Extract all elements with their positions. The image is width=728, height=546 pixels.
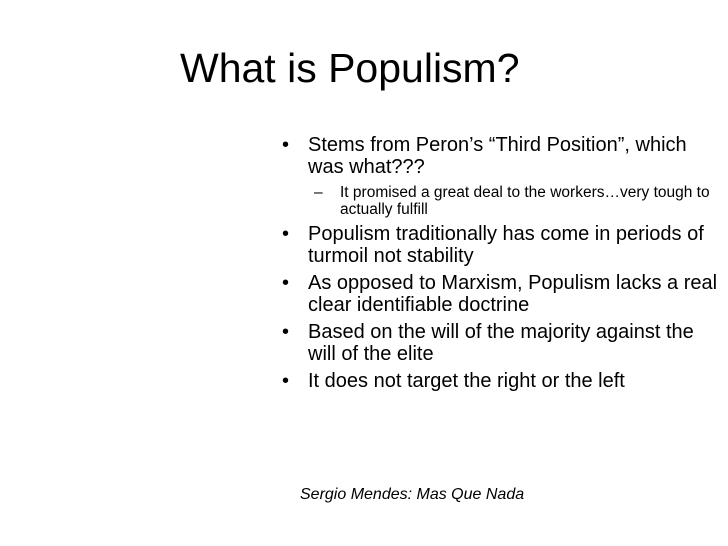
- bullet-text: Stems from Peron’s “Third Position”, which was what???: [308, 134, 687, 178]
- bullet-item: [282, 223, 722, 267]
- slide-title: What is Populism?: [180, 45, 520, 91]
- sub-bullet-dash: –: [314, 184, 323, 201]
- bullet-list: [282, 134, 722, 397]
- bullet-dot: •: [282, 223, 290, 245]
- bullet-text: As opposed to Marxism, Populism lacks a real clear identifiable doctrine: [308, 272, 718, 316]
- sub-bullet-text: It promised a great deal to the workers…very tough to actually fulfill: [340, 184, 710, 218]
- bullet-text: Based on the will of the majority against the will of the elite: [308, 321, 694, 365]
- bullet-text: It does not target the right or the left: [308, 370, 625, 392]
- bullet-dot: •: [282, 370, 290, 392]
- bullet-item: [282, 321, 722, 365]
- bullet-dot: •: [282, 134, 290, 156]
- slide-caption: Sergio Mendes: Mas Que Nada: [300, 486, 525, 503]
- bullet-dot: •: [282, 272, 290, 294]
- sub-bullet-item: [282, 184, 722, 218]
- bullet-item: [282, 370, 722, 392]
- bullet-dot: •: [282, 321, 290, 343]
- bullet-item: [282, 134, 722, 178]
- bullet-item: [282, 272, 722, 316]
- bullet-text: Populism traditionally has come in periods of turmoil not stability: [308, 223, 704, 267]
